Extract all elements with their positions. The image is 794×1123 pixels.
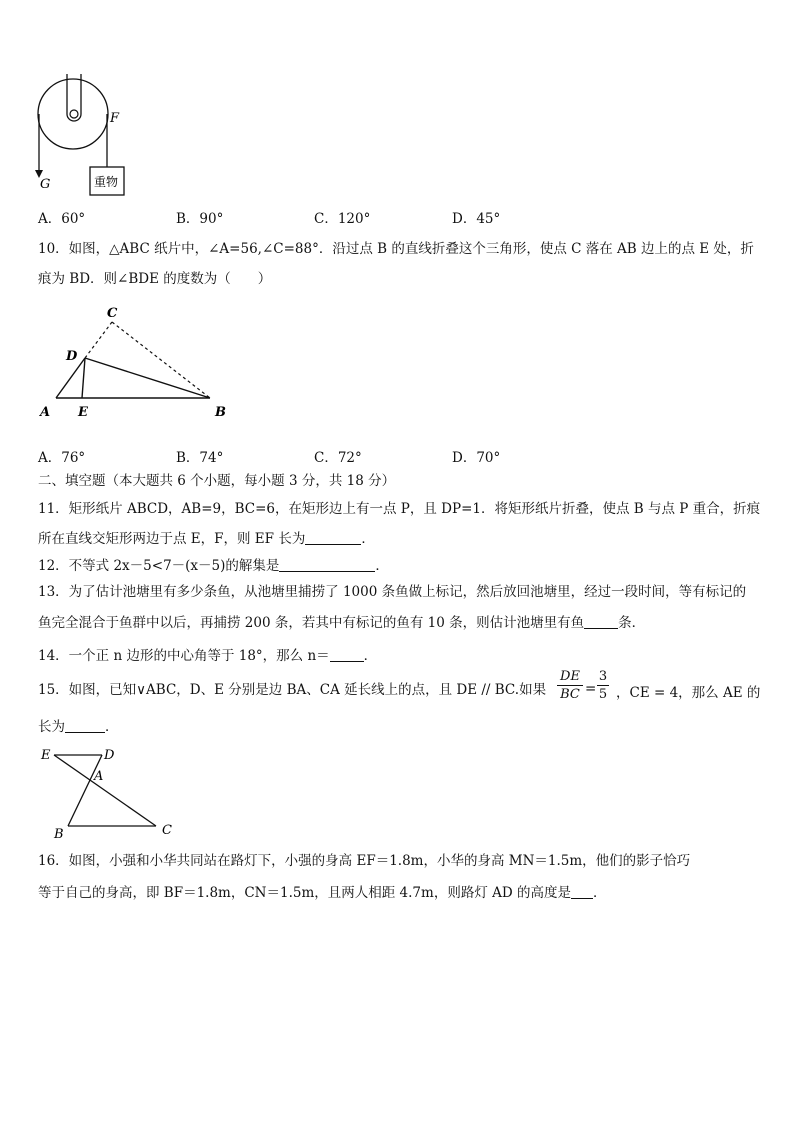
q11-text: 所在直线交矩形两边于点 E，F，则 EF 长为	[38, 531, 306, 547]
frac-den: BC	[560, 687, 580, 702]
label-a: A	[40, 405, 51, 420]
q15-equals: =	[585, 681, 597, 697]
q10-line1: 10．如图，△ABC 纸片中，∠A=56,∠C=88°．沿过点 B 的直线折叠这个三角形，使点 C 落在 AB 边上的点 E 处，折	[38, 241, 754, 257]
label-a: A	[94, 769, 104, 784]
q10-option-d[interactable]: D．70°	[452, 450, 501, 466]
label-f: F	[110, 111, 120, 126]
q13-line2	[38, 614, 645, 632]
frac-val-den: 5	[598, 687, 608, 702]
similar-triangles-figure	[36, 744, 186, 844]
q9-option-c[interactable]: C．120°	[314, 211, 371, 227]
frac-num: DE	[560, 669, 580, 684]
q9-option-b[interactable]: B．90°	[176, 211, 224, 227]
q11-tail: ．	[361, 531, 375, 547]
q15-line1-b: ，CE = 4，那么 AE 的	[616, 685, 761, 701]
q13-text: 鱼完全混合于鱼群中以后，再捕捞 200 条，若其中有标记的鱼有 10 条，则估计池塘里有鱼	[38, 615, 585, 631]
q10-line2: 痕为 BD．则∠BDE 的度数为（ ）	[38, 271, 272, 287]
label-c: C	[107, 306, 118, 321]
label-d: D	[66, 349, 78, 364]
q16-tail: ．	[592, 885, 607, 901]
q12-tail: ．	[375, 558, 389, 574]
frac-val-bar	[597, 685, 609, 686]
q14-text: 14．一个正 n 边形的中心角等于 18°，那么 n＝	[38, 648, 330, 664]
q15-fraction-three-fifths	[597, 669, 609, 702]
pulley-figure	[30, 72, 140, 200]
q14-line	[38, 647, 377, 665]
q16-text: 等于自己的身高，即 BF＝1.8m，CN＝1.5m，且两人相距 4.7m，则路灯 AD 的高度是	[38, 885, 571, 901]
section-heading: 二、填空题（本大题共 6 个小题，每小题 3 分，共 18 分）	[38, 473, 396, 489]
label-e: E	[41, 748, 51, 763]
q15-line2	[38, 718, 119, 736]
q15-line1-a: 15．如图，已知∨ABC，D、E 分别是边 BA、CA 延长线上的点，且 DE // BC.如果	[38, 682, 547, 698]
q15-tail: ．	[105, 719, 119, 735]
label-g: G	[40, 177, 51, 192]
label-weight: 重物	[94, 175, 119, 189]
q9-option-d[interactable]: D．45°	[452, 211, 501, 227]
q14-tail: ．	[363, 648, 378, 664]
q9-option-a[interactable]: A．60°	[38, 211, 86, 227]
q16-line2	[38, 884, 606, 902]
q11-line1: 11．矩形纸片 ABCD，AB=9，BC=6，在矩形边上有一点 P，且 DP=1．将矩形纸片折叠，使点 B 与点 P 重合，折痕	[38, 501, 761, 517]
q11-answer-blank[interactable]	[305, 530, 361, 545]
q15-fraction-de-bc	[557, 669, 583, 702]
label-d: D	[104, 748, 115, 763]
q13-answer-blank[interactable]	[584, 614, 618, 629]
q15-answer-blank[interactable]	[65, 718, 105, 733]
frac-bar	[557, 685, 583, 686]
q12-line	[38, 557, 389, 575]
q12-text: 12．不等式 2x－5<7－(x－5)的解集是	[38, 558, 280, 574]
q13-tail: 条．	[618, 615, 646, 631]
q14-answer-blank[interactable]	[330, 647, 364, 662]
triangle-fold-figure	[30, 300, 240, 422]
q10-option-b[interactable]: B．74°	[176, 450, 224, 466]
q12-answer-blank[interactable]	[279, 557, 375, 572]
label-b: B	[215, 405, 226, 420]
label-b: B	[54, 827, 64, 842]
label-e: E	[78, 405, 88, 420]
q13-line1: 13．为了估计池塘里有多少条鱼，从池塘里捕捞了 1000 条鱼做上标记，然后放回池塘里，经过一段时间，等有标记的	[38, 584, 747, 600]
frac-val-num: 3	[598, 669, 608, 684]
label-c: C	[162, 823, 172, 838]
q16-answer-blank[interactable]	[571, 884, 593, 899]
q10-option-c[interactable]: C．72°	[314, 450, 362, 466]
q15-text: 长为	[38, 719, 65, 735]
q11-line2	[38, 530, 375, 548]
q10-option-a[interactable]: A．76°	[38, 450, 86, 466]
q16-line1: 16．如图，小强和小华共同站在路灯下，小强的身高 EF＝1.8m，小华的身高 MN＝1.5m，他们的影子恰巧	[38, 853, 691, 869]
